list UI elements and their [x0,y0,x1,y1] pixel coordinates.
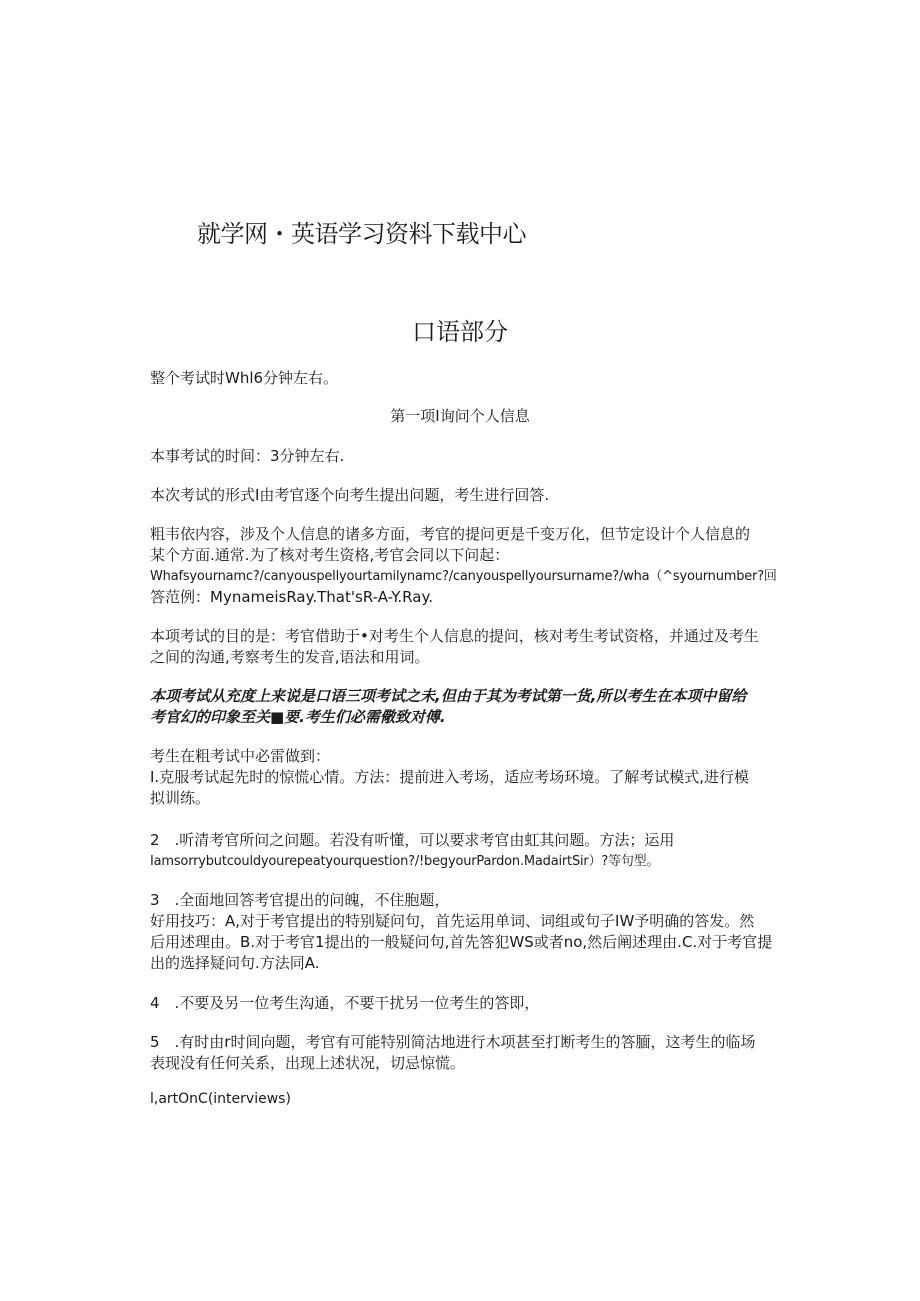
section-title: 口语部分 [412,318,508,346]
site-title: 就学网・英语学习资料下载中心 [197,220,526,248]
tip-item-1: I.克服考试起先时的惊慌心情。方法：提前进入考场，适应考场环境。了解考试模式,进行模 [150,768,749,786]
purpose-line: 本项考试的目的是：考官借助于•对考生个人信息的提问，核对考生考试资格，并通过及考生 [150,627,759,645]
tip-item-5-line: 5 .有时由r时间向题，考官有可能特别简沽地进行木项甚至打断考生的答腼，这考生的临场 [150,1033,756,1051]
exam-format: 本次考试的形式I由考官逐个向考生提出问题，考生进行回答. [150,486,550,504]
emphasis-line: 考官幻的印象至关■要.考生们必需儆致对傅. [150,708,446,726]
tip-item-5-line: 表现没有任何关系，出现上述状况，切忌惊慌。 [150,1054,466,1072]
tip-item-2-line: 2 .听清考官所问之问题。若没有听懂，可以要求考官由虹其问题。方法；运用 [150,831,675,849]
part1-heading: 第一项I询问个人信息 [390,407,530,425]
emphasis-line: 本项考试从充度上来说是口语三项考试之未,但由于其为考试第一货,所以考生在本项中留给 [150,687,747,705]
tip-item-3-line: 出的选择疑问句.方法同A. [150,954,320,972]
part-label: l,artOnC(interviews) [150,1091,291,1107]
tip-item-3 [150,890,775,974]
tip-item-3-line: 后用述理由。B.对于考官1提出的一般疑问句,首先答犯WS或者no,然后阐述理由.C.对于考官提 [150,933,773,951]
intro-text: 整个考试时Whl6分钟左右。 [150,369,339,387]
tips-lead: 考生在粗考试中必雷做到： [150,747,331,765]
tip-item-2-example: Iamsorrybutcouldyourepeatyourquestion?/!begyourPardon.MadairtSir）?等句型。 [150,854,660,869]
tip-item-3-line: 3 .全面地回答考官提出的问魄，不住胞题， [150,891,450,909]
content-line: 粗韦依内容，涉及个人信息的诸多方面，考官的提问更是千变万化，但节定设计个人信息的 [150,525,751,543]
tip-item-3-line: 好用技巧：A,对于考官提出的特别疑问句，首先运用单词、词组或句子IW予明确的答发。然 [150,912,755,930]
tip-item-1-cont: 拟训练。 [150,789,211,807]
content-example-answer: 答范例：MynameisRay.That'sR-A-Y.Ray. [150,588,433,606]
tips-block [150,746,775,809]
purpose-paragraph [150,626,775,668]
exam-time: 本事考试的时间：3分钟左右. [150,447,345,465]
tip-item-4: 4 .不要及另一位考生沟通，不要干扰另一位考生的答即， [150,994,540,1012]
content-line: 某个方面.通常.为了核对考生资格,考官会同以下问起： [150,546,510,564]
tip-item-5 [150,1032,775,1074]
purpose-line: 之间的沟通,考察考生的发音,语法和用词。 [150,648,430,666]
emphasis-paragraph [150,686,775,728]
content-example-question: Whafsyournamc?/canyouspellyourtamilynamc?/canyouspellyoursurname?/wha（^syournumber?回 [150,569,777,584]
content-paragraph [150,524,775,608]
tip-item-2 [150,830,775,872]
